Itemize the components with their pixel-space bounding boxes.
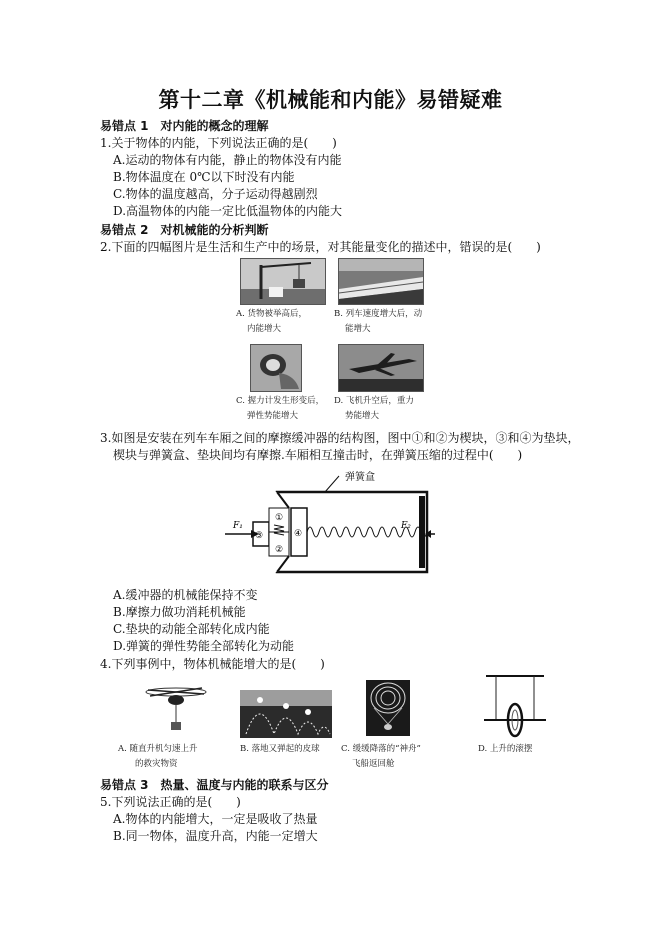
question-3-stem-line2: 楔块与弹簧盒、垫块间均有摩擦.车厢相互撞击时，在弹簧压缩的过程中( ) xyxy=(113,448,523,462)
section-heading-2: 易错点 2 对机械能的分析判断 xyxy=(100,223,269,237)
q2-caption-b-line1: B. 列车速度增大后，动 xyxy=(334,309,423,319)
q4-figure-maxwell-wheel xyxy=(480,672,550,740)
q2-caption-c-line1: C. 握力计发生形变后， xyxy=(236,396,325,406)
question-1-stem: 1.关于物体的内能，下列说法正确的是( ) xyxy=(100,136,337,150)
q4-figure-ball xyxy=(240,690,332,738)
q2-photo-train xyxy=(338,258,424,305)
q4-caption-d: D. 上升的滚摆 xyxy=(478,744,533,754)
q4-caption-a-line2: 的救灾物资 xyxy=(135,759,178,769)
right-end-plate xyxy=(419,496,425,568)
pad-3-label: ③ xyxy=(255,531,264,541)
force-left-label: F₁ xyxy=(233,521,243,531)
q2-caption-b-line2: 能增大 xyxy=(345,324,371,334)
q2-caption-a-line2: 内能增大 xyxy=(247,324,282,334)
q3-option-d: D.弹簧的弹性势能全部转化为动能 xyxy=(113,639,295,653)
force-right-label: F₂ xyxy=(401,521,411,531)
question-2-stem: 2.下面的四幅图片是生活和生产中的场景，对其能量变化的描述中，错误的是( ) xyxy=(100,240,541,254)
q1-option-a: A.运动的物体有内能，静止的物体没有内能 xyxy=(113,153,342,167)
q1-option-c: C.物体的温度越高，分子运动得越剧烈 xyxy=(113,187,318,201)
pad-4-label: ④ xyxy=(294,529,303,539)
q4-figure-helicopter xyxy=(140,676,210,740)
wedge-2-label: ② xyxy=(275,545,284,555)
question-5-stem: 5.下列说法正确的是( ) xyxy=(100,795,241,809)
q2-caption-d-line2: 势能增大 xyxy=(345,411,380,421)
q5-option-b: B.同一物体，温度升高，内能一定增大 xyxy=(113,829,318,843)
section-heading-1: 易错点 1 对内能的概念的理解 xyxy=(100,119,269,133)
question-3-stem-line1: 3.如图是安装在列车车厢之间的摩擦缓冲器的结构图，图中①和②为楔块，③和④为垫块， xyxy=(100,431,580,445)
q3-option-a: A.缓冲器的机械能保持不变 xyxy=(113,588,258,602)
q3-option-b: B.摩擦力做功消耗机械能 xyxy=(113,605,246,619)
q2-photo-crane xyxy=(240,258,326,305)
q2-photo-plane xyxy=(338,344,424,392)
q4-caption-c-line2: 飞船返回舱 xyxy=(352,759,395,769)
q2-photo-grip xyxy=(250,344,302,392)
q2-caption-c-line2: 弹性势能增大 xyxy=(247,411,299,421)
q2-caption-a-line1: A. 货物被举高后， xyxy=(236,309,308,319)
q3-option-c: C.垫块的动能全部转化成内能 xyxy=(113,622,270,636)
q1-option-d: D.高温物体的内能一定比低温物体的内能大 xyxy=(113,204,343,218)
q3-buffer-diagram xyxy=(225,470,435,578)
q4-caption-c-line1: C. 缓缓降落的“神舟” xyxy=(341,744,421,754)
q4-figure-capsule xyxy=(366,680,410,736)
question-4-stem: 4.下列事例中，物体机械能增大的是( ) xyxy=(100,657,325,671)
q5-option-a: A.物体的内能增大，一定是吸收了热量 xyxy=(113,812,318,826)
q4-caption-b: B. 落地又弹起的皮球 xyxy=(240,744,320,754)
spring-box-label: 弹簧盒 xyxy=(345,472,375,483)
q1-option-b: B.物体温度在 0℃以下时没有内能 xyxy=(113,170,295,184)
wedge-1-label: ① xyxy=(275,513,284,523)
q4-caption-a-line1: A. 随直升机匀速上升 xyxy=(118,744,198,754)
section-heading-3: 易错点 3 热量、温度与内能的联系与区分 xyxy=(100,778,329,792)
q2-caption-d-line1: D. 飞机升空后，重力 xyxy=(334,396,414,406)
page-title: 第十二章《机械能和内能》易错疑难 xyxy=(158,88,503,112)
